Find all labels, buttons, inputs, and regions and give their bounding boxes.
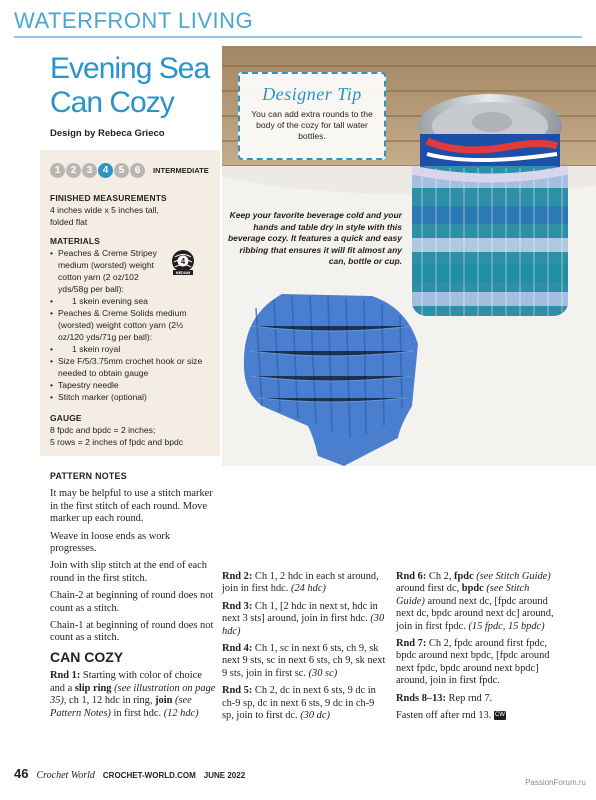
pattern-note: Chain-2 at beginning of round does not count as a stitch.: [50, 590, 214, 614]
magazine-site: CROCHET-WORLD.COM: [102, 771, 196, 780]
designer-tip-title: Designer Tip: [262, 84, 362, 104]
page-footer: [14, 766, 245, 781]
finished-measurements: [50, 192, 210, 228]
gauge-block: [50, 412, 210, 448]
pattern-note: It may be helpful to use a stitch marker in the first stitch of each round. Move marker up each round.: [50, 488, 213, 525]
column-3: [396, 571, 560, 727]
weight-word: MEDIUM: [175, 271, 191, 275]
skill-label: INTERMEDIATE: [153, 166, 209, 175]
designer-tip-body: You can add extra rounds to the body of the cozy for tall water bottles.: [251, 109, 373, 141]
end-mark-icon: CW: [494, 712, 505, 719]
pattern-note: Join with slip stitch at the end of each round in the first stitch.: [50, 560, 207, 584]
material-item: • Size F/5/3.75mm crochet hook or size needed to obtain gauge: [50, 355, 210, 379]
skill-dot-4: 4: [98, 163, 113, 178]
skill-level: [50, 163, 209, 178]
page-number: 46: [14, 766, 29, 781]
skill-dot-5: 5: [114, 163, 129, 178]
yarn-weight-4-medium-icon: [170, 249, 196, 275]
photo-caption: Keep your favorite beverage cold and your hands and table dry in style with this beverage cozy. It features a quick and easy ribbing that ensures it will fit almost any can, bottle or cup.: [227, 210, 402, 266]
material-item: • Peaches & Creme Solids medium (worsted) weight cotton yarn (2½ oz/120 yds/71g per ball):: [50, 307, 210, 343]
magazine-issue: JUNE 2022: [203, 771, 246, 780]
gauge-heading: GAUGE: [50, 413, 82, 423]
column-1: [50, 470, 216, 725]
skill-dot-2: 2: [66, 163, 81, 178]
gauge-line-2: 5 rows = 2 inches of fpdc and bpdc: [50, 437, 184, 447]
weight-number: 4: [180, 257, 186, 266]
designer-tip-box: [238, 72, 386, 160]
pattern-note: Weave in loose ends as work progresses.: [50, 530, 171, 555]
material-item: • Tapestry needle: [50, 379, 210, 391]
gauge-line-1: 8 fpdc and bpdc = 2 inches;: [50, 425, 156, 435]
byline: Design by Rebeca Grieco: [50, 128, 165, 139]
page-title: Evening Sea Can Cozy: [50, 52, 210, 119]
round-2: Rnd 2: Ch 1, 2 hdc in each st around, join in first hdc. (24 hdc): [222, 571, 379, 595]
rounds-8-13: Rnds 8–13: Rep rnd 7.: [396, 692, 493, 704]
finished-text: 4 inches wide x 5 inches tall, folded flat: [50, 205, 159, 227]
materials-heading: MATERIALS: [50, 236, 101, 246]
round-4: Rnd 4: Ch 1, sc in next 6 sts, ch 9, sk next 9 sts, sc in next 6 sts, ch 9, sk next 9 sts, join in first sc. (30 sc): [222, 643, 386, 679]
column-2: [222, 571, 388, 727]
material-item: • Peaches & Creme Stripey medium (worsted) weight cotton yarn (2 oz/102 yds/58g per ball):: [50, 247, 168, 295]
skill-dot-1: 1: [50, 163, 65, 178]
pattern-notes-heading: PATTERN NOTES: [50, 471, 127, 481]
magazine-name: Crochet World: [36, 770, 95, 781]
round-5: Rnd 5: Ch 2, dc in next 6 sts, 9 dc in ch-9 sp, dc in next 6 sts, 9 dc in ch-9 sp, join to first dc. (30 dc): [222, 685, 376, 722]
pattern-note: Chain-1 at beginning of round does not count as a stitch.: [50, 620, 214, 644]
round-6: Rnd 6: Ch 2, fpdc (see Stitch Guide) around first dc, bpdc (see Stitch Guide) around next dc, [fpdc around next dc, bpdc around next dc] around, join in first fpdc. (15 fpdc, 15 bpdc): [396, 571, 554, 632]
round-1: Rnd 1: Starting with color of choice and a slip ring (see illustration on page 35), ch 1, 12 hdc in ring, join (see Pattern Notes) in first hdc. (12 hdc): [50, 670, 216, 719]
fasten-off: Fasten off after rnd 13. CW: [396, 710, 505, 722]
skill-dot-6: 6: [130, 163, 145, 178]
material-sub: • 1 skein royal: [50, 343, 210, 355]
round-7: Rnd 7: Ch 2, fpdc around first fpdc, bpdc around next bpdc, [fpdc around next fpdc, bpdc around next bpdc] around, join in first fpdc.: [396, 638, 550, 687]
can-cozy-heading: CAN COZY: [50, 648, 124, 665]
material-item: • Stitch marker (optional): [50, 391, 210, 403]
round-3: Rnd 3: Ch 1, [2 hdc in next st, hdc in next 3 sts] around, join in first hdc. (30 hdc): [222, 600, 385, 637]
watermark: PassionForum.ru: [525, 778, 586, 787]
section-tag: WATERFRONT LIVING: [14, 8, 254, 33]
skill-dot-3: 3: [82, 163, 97, 178]
finished-heading: FINISHED MEASUREMENTS: [50, 193, 167, 203]
material-sub: • 1 skein evening sea: [50, 295, 210, 307]
section-rule: [14, 36, 582, 38]
